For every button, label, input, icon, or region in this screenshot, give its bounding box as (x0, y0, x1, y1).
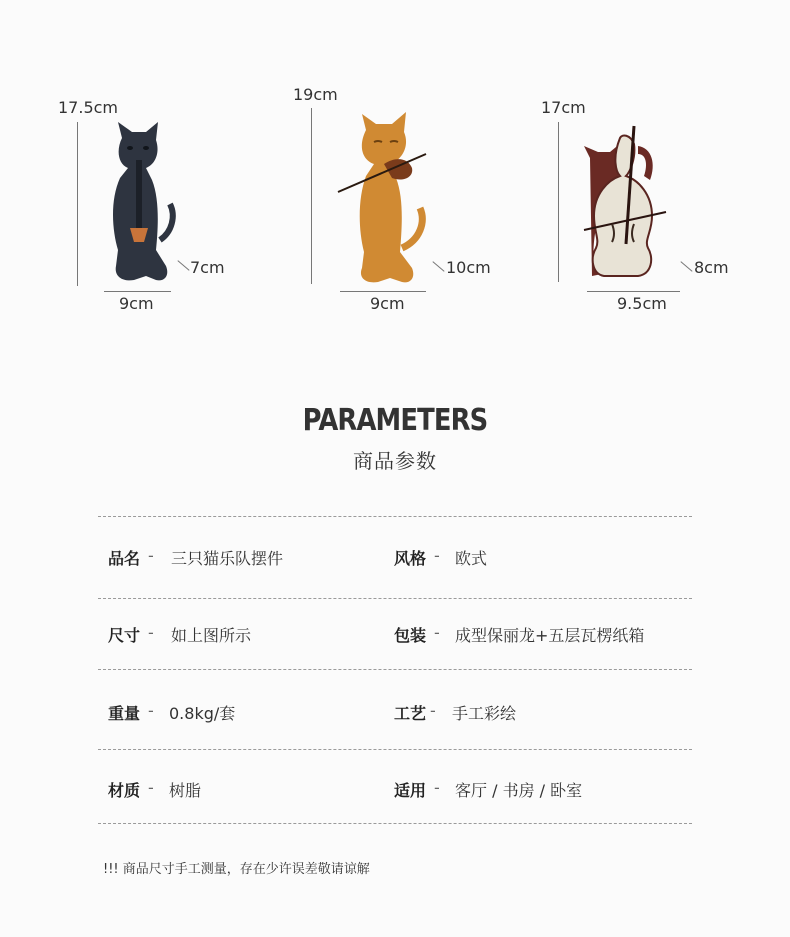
param-separator: - (148, 546, 154, 565)
param-separator: - (434, 623, 440, 642)
param-label: 尺寸 (108, 626, 141, 645)
param-row (0, 546, 790, 570)
param-value: 如上图所示 (171, 626, 252, 645)
param-value: 欧式 (455, 549, 488, 568)
width-label: 9cm (370, 294, 405, 313)
param-separator: - (148, 778, 154, 797)
width-line (340, 291, 426, 292)
param-label: 材质 (108, 781, 141, 800)
measurement-disclaimer: !!! 商品尺寸手工测量，存在少许误差敬请谅解 (103, 862, 370, 877)
width-line (104, 291, 171, 292)
depth-label: 8cm (694, 258, 729, 277)
divider (98, 669, 692, 670)
section-title: PARAMETERS (302, 403, 488, 438)
width-label: 9cm (119, 294, 154, 313)
divider (98, 516, 692, 517)
divider (98, 749, 692, 750)
param-row (0, 778, 790, 802)
height-line (558, 122, 559, 282)
param-label: 工艺 (394, 704, 427, 723)
divider (98, 823, 692, 824)
param-row (0, 701, 790, 725)
param-value: 手工彩绘 (452, 704, 517, 723)
param-separator: - (148, 701, 154, 720)
height-line (77, 122, 78, 286)
param-separator: - (148, 623, 154, 642)
param-value: 树脂 (169, 781, 202, 800)
param-label: 重量 (108, 704, 141, 723)
section-subtitle: 商品参数 (353, 449, 437, 473)
height-label: 17.5cm (58, 98, 119, 117)
param-label: 包装 (394, 626, 427, 645)
param-separator: - (434, 778, 440, 797)
depth-line (680, 261, 692, 271)
height-label: 19cm (293, 85, 338, 104)
black-cat-clarinet-image (100, 120, 180, 286)
param-value: 客厅 / 书房 / 卧室 (455, 781, 583, 800)
param-label: 风格 (394, 549, 427, 568)
orange-cat-violin-image (336, 108, 436, 288)
param-value: 三只猫乐队摆件 (171, 549, 284, 568)
param-label: 适用 (394, 781, 427, 800)
depth-label: 10cm (446, 258, 491, 277)
width-label: 9.5cm (617, 294, 667, 313)
depth-label: 7cm (190, 258, 225, 277)
height-line (311, 108, 312, 284)
param-separator: - (430, 701, 436, 720)
param-row (0, 623, 790, 647)
divider (98, 598, 692, 599)
param-label: 品名 (108, 549, 141, 568)
param-value: 成型保丽龙+五层瓦楞纸箱 (455, 626, 645, 645)
param-separator: - (434, 546, 440, 565)
height-label: 17cm (541, 98, 586, 117)
red-cat-cello-image (582, 124, 672, 284)
width-line (587, 291, 680, 292)
param-value: 0.8kg/套 (169, 704, 236, 723)
